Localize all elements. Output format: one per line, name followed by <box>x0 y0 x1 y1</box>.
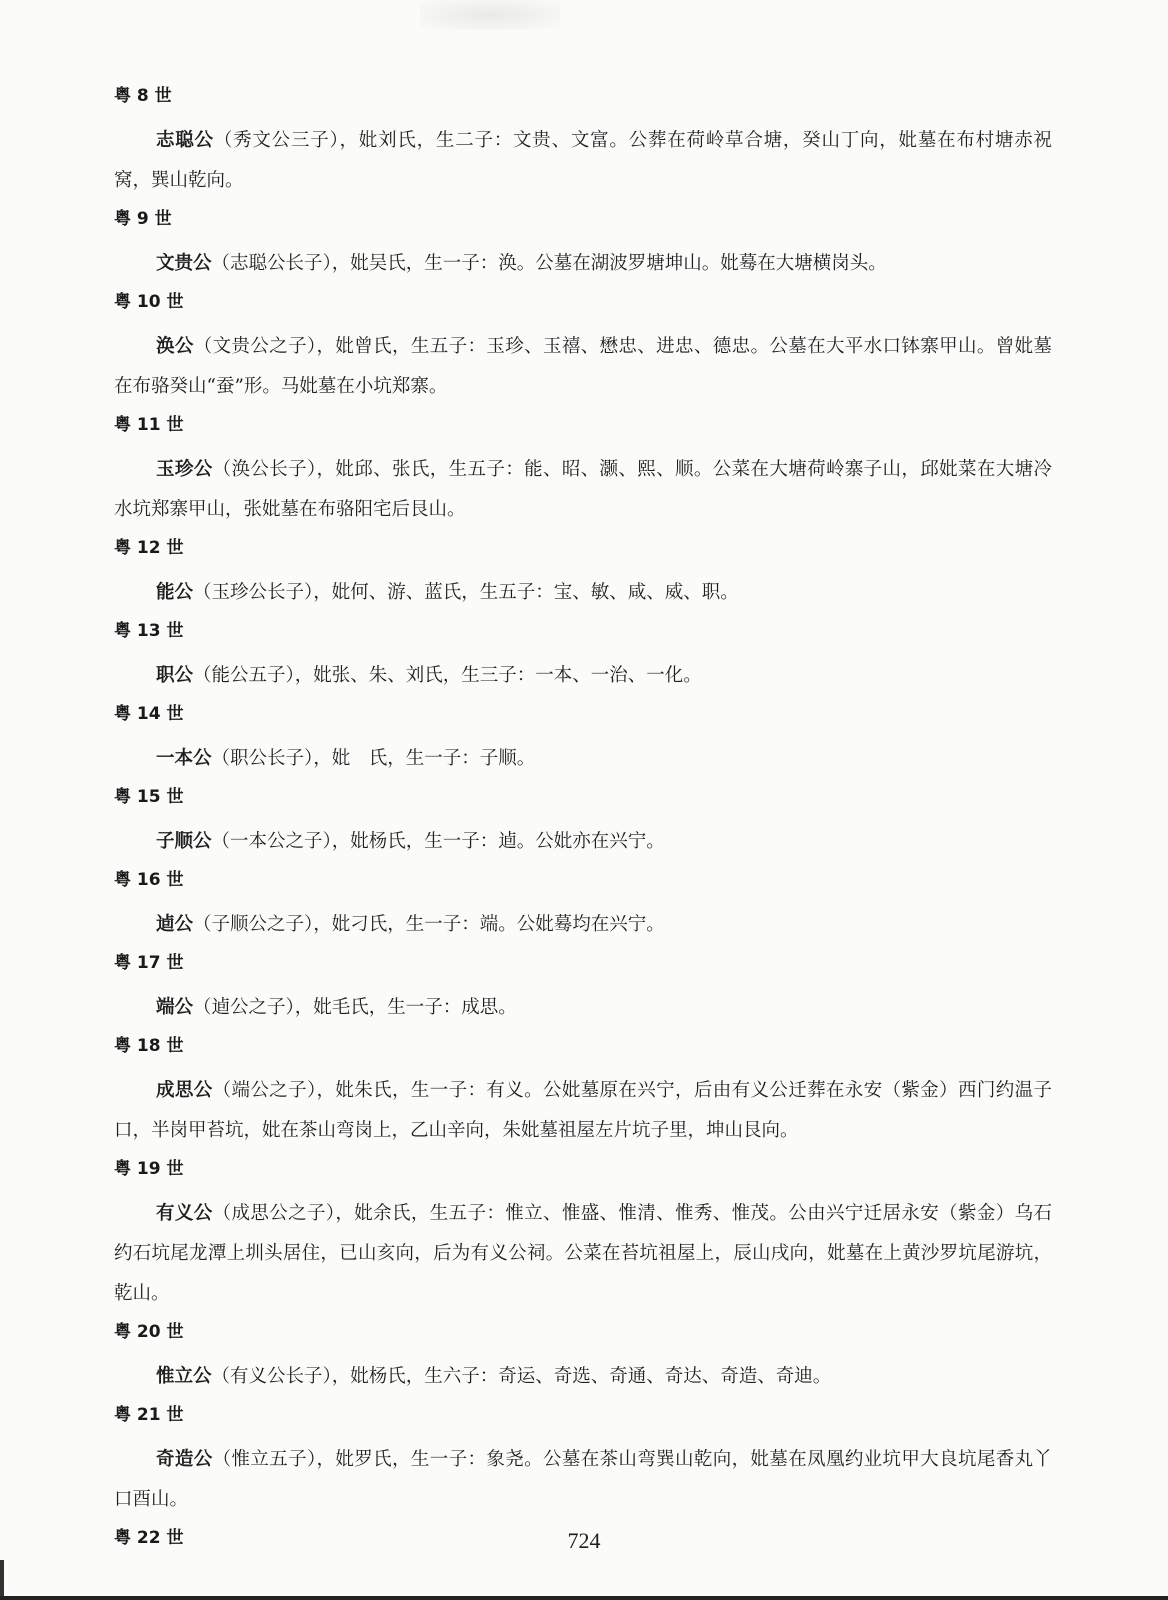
entry-text: （能公五子），妣张、朱、刘氏，生三子：一本、一治、一化。 <box>193 665 702 686</box>
page-number: 724 <box>567 1528 601 1553</box>
generation-heading: 粤 10 世 <box>114 292 184 312</box>
entry-text: （成思公之子），妣余氏，生五子：惟立、惟盛、惟清、惟秀、惟茂。公由兴宁迁居永安（紫金）乌石约石坑尾龙潭上圳头居住，已山亥向，后为有义公祠。公菜在苔坑祖屋上，辰山戌向，妣墓在上黄沙罗坑尾游坑，乾山。 <box>114 1203 1052 1304</box>
ancestor-name: 文贵公 <box>156 253 212 274</box>
generation-entry <box>114 656 1052 696</box>
entry-text: （端公之子），妣朱氏，生一子：有义。公妣墓原在兴宁，后由有义公迁葬在永安（紫金）西门约温子口，半岗甲苔坑，妣在茶山弯岗上，乙山辛向，朱妣墓祖屋左片坑子里，坤山艮向。 <box>114 1080 1052 1141</box>
entry-text: （玉珍公长子），妣何、游、蓝氏，生五子：宝、敏、咸、威、职。 <box>193 582 739 603</box>
generation-entry <box>114 1071 1052 1151</box>
generation-heading: 粤 14 世 <box>114 704 184 724</box>
generation-heading: 粤 11 世 <box>114 415 184 435</box>
entry-text: （职公长子），妣 氏，生一子：子顺。 <box>211 748 536 769</box>
generation-heading: 粤 17 世 <box>114 953 184 973</box>
generation-entry <box>114 244 1052 284</box>
generation-entry <box>114 822 1052 862</box>
ancestor-name: 涣公 <box>156 336 194 357</box>
generation-entry <box>114 1194 1052 1314</box>
ancestor-name: 能公 <box>156 582 194 603</box>
entry-text: （有义公长子），妣杨氏，生六子：奇运、奇选、奇通、奇达、奇造、奇迪。 <box>211 1366 832 1387</box>
ancestor-name: 端公 <box>156 997 194 1018</box>
entry-text: （秀文公三子），妣刘氏，生二子：文贵、文富。公葬在荷岭草合塘，癸山丁向，妣墓在布村塘赤祝窝，巽山乾向。 <box>114 130 1052 191</box>
generation-heading: 粤 19 世 <box>114 1159 184 1179</box>
ancestor-name: 玉珍公 <box>156 459 213 480</box>
generation-entry <box>114 327 1052 407</box>
generation-heading: 粤 20 世 <box>114 1322 184 1342</box>
entry-text: （涣公长子），妣邱、张氏，生五子：能、昭、灏、熙、顺。公菜在大塘荷岭寨子山，邱妣菜在大塘冷水坑郑寨甲山，张妣墓在布骆阳宅后艮山。 <box>114 459 1052 520</box>
generation-heading: 粤 21 世 <box>114 1405 184 1425</box>
entry-text: （一本公之子），妣杨氏，生一子：逌。公妣亦在兴宁。 <box>211 831 665 852</box>
generation-heading: 粤 18 世 <box>114 1036 184 1056</box>
generation-heading: 粤 8 世 <box>114 86 172 106</box>
generation-heading: 粤 22 世 <box>114 1528 184 1548</box>
generation-entry <box>114 1440 1052 1520</box>
ancestor-name: 志聪公 <box>156 130 214 151</box>
ancestor-name: 子顺公 <box>156 831 212 852</box>
scan-smudge <box>420 0 560 30</box>
generation-entry <box>114 573 1052 613</box>
generation-heading: 粤 16 世 <box>114 870 184 890</box>
generation-heading: 粤 13 世 <box>114 621 184 641</box>
generation-heading: 粤 9 世 <box>114 209 172 229</box>
ancestor-name: 职公 <box>156 665 194 686</box>
ancestor-name: 惟立公 <box>156 1366 212 1387</box>
generation-entry <box>114 739 1052 779</box>
ancestor-name: 成思公 <box>156 1080 213 1101</box>
ancestor-name: 一本公 <box>156 748 212 769</box>
entry-text: （志聪公长子），妣吴氏，生一子：涣。公墓在湖波罗塘坤山。妣蓦在大塘横岗头。 <box>211 253 887 274</box>
ancestor-name: 逌公 <box>156 914 194 935</box>
generation-heading: 粤 15 世 <box>114 787 184 807</box>
entry-text: （惟立五子），妣罗氏，生一子：象尧。公墓在茶山弯巽山乾向，妣墓在凤凰约业坑甲大良坑尾香丸丫口酉山。 <box>114 1449 1052 1510</box>
generation-entry <box>114 905 1052 945</box>
entry-text: （逌公之子），妣毛氏，生一子：成思。 <box>193 997 517 1018</box>
entry-text: （子顺公之子），妣刁氏，生一子：端。公妣蓦均在兴宁。 <box>193 914 665 935</box>
scan-edge <box>0 1596 1168 1600</box>
scan-edge <box>0 1560 4 1600</box>
genealogy-content <box>114 82 1052 1563</box>
generation-heading: 粤 12 世 <box>114 538 184 558</box>
generation-entry <box>114 988 1052 1028</box>
generation-entry <box>114 1357 1052 1397</box>
ancestor-name: 有义公 <box>156 1203 213 1224</box>
ancestor-name: 奇造公 <box>156 1449 213 1470</box>
generation-entry <box>114 121 1052 201</box>
generation-entry <box>114 450 1052 530</box>
entry-text: （文贵公之子），妣曾氏，生五子：玉珍、玉禧、懋忠、进忠、德忠。公墓在大平水口钵寨甲山。曾妣墓在布骆癸山“蚕”形。马妣墓在小坑郑寨。 <box>114 336 1052 397</box>
